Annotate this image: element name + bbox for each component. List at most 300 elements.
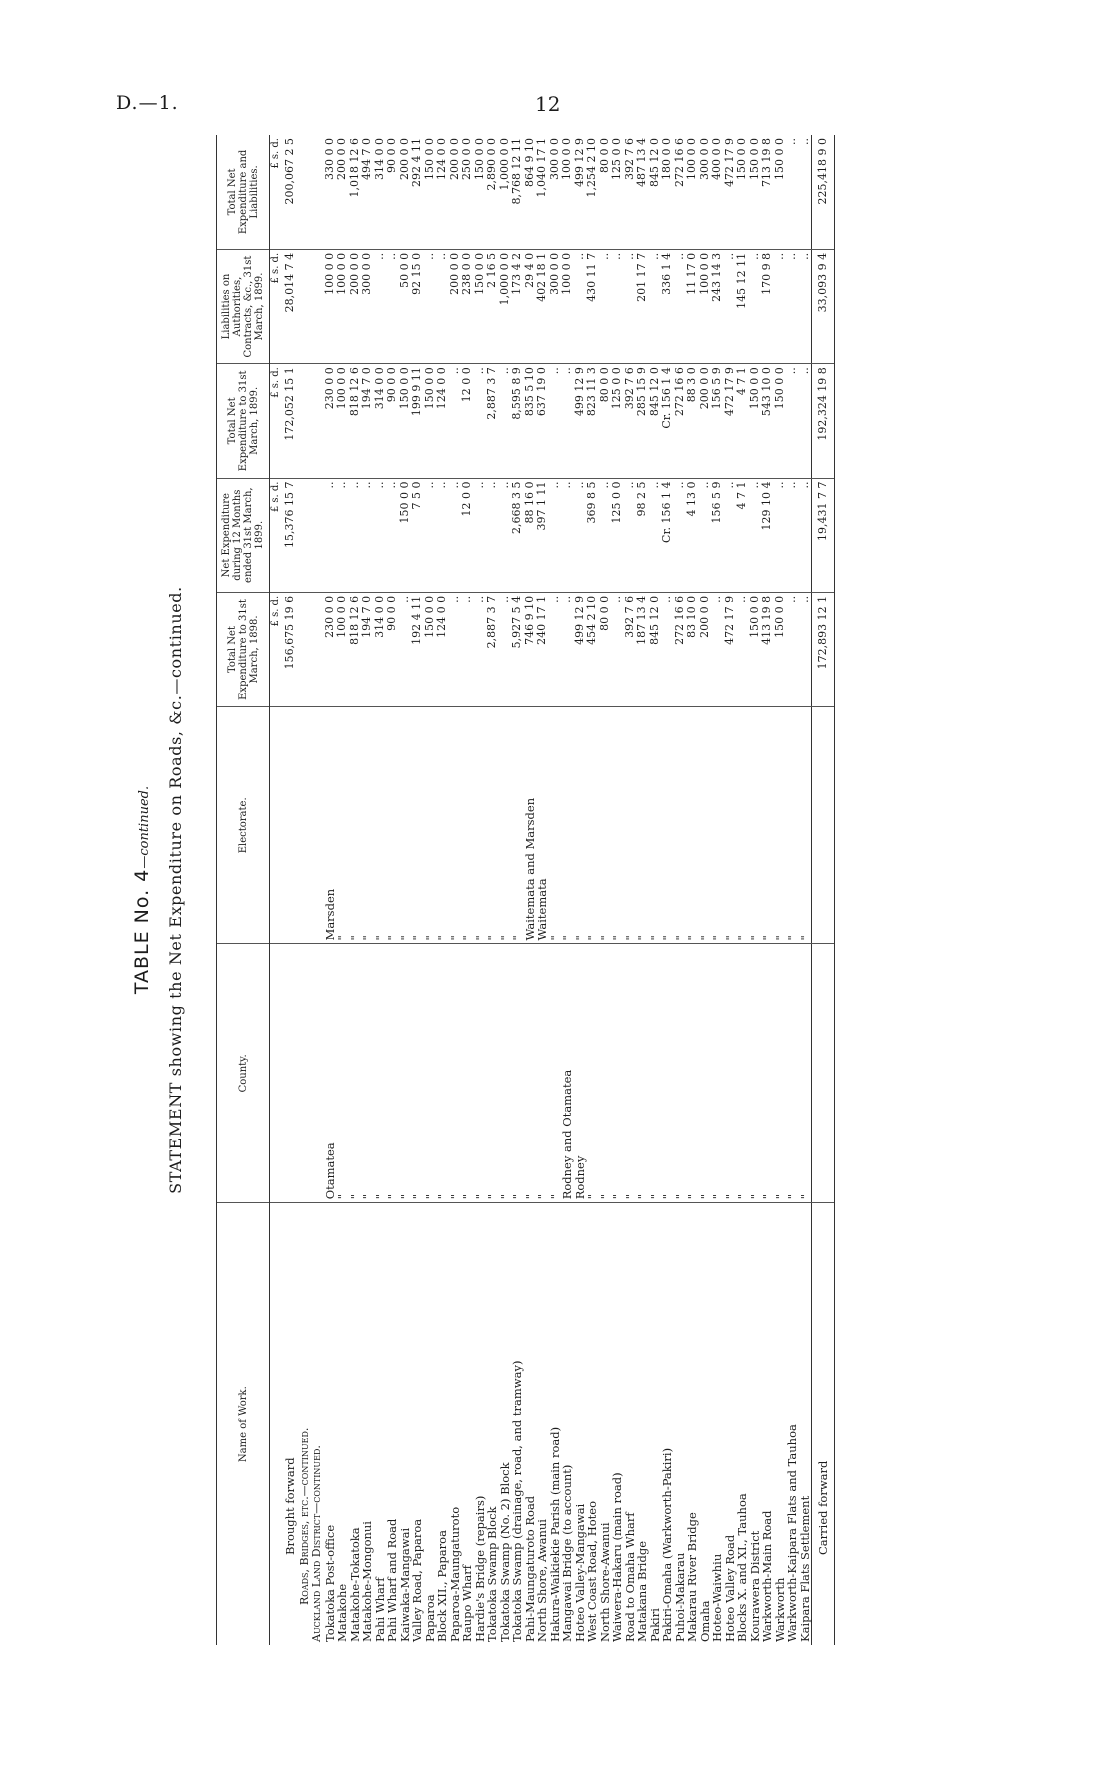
section-heading-row [299, 135, 312, 1645]
carried-forward-value: 225,418 9 0 [812, 135, 835, 249]
amount-cell: 392 7 6 [624, 592, 637, 706]
work-name-cell: Matakana Bridge [635, 1540, 649, 1642]
county-cell: " [761, 944, 774, 1203]
units-blank [270, 944, 283, 1203]
electorate-cell: " [361, 707, 374, 944]
table-row [624, 135, 637, 1645]
amount-cell: .. [561, 364, 574, 478]
county-cell: " [474, 944, 487, 1203]
amount-cell: 90 0 0 [386, 364, 399, 478]
blank-cell [311, 478, 324, 592]
amount-cell: .. [649, 478, 662, 592]
amount-cell: 199 9 11 [411, 364, 424, 478]
county-cell: " [486, 944, 499, 1203]
rotated-table-sheet [130, 135, 950, 1645]
electorate-cell: " [336, 707, 349, 944]
amount-cell: 1,254 2 10 [586, 135, 599, 249]
amount-cell: .. [786, 135, 799, 249]
electorate-cell: " [511, 707, 524, 944]
amount-cell: 845 12 0 [649, 592, 662, 706]
amount-cell: 240 17 1 [536, 592, 549, 706]
county-cell: " [599, 944, 612, 1203]
county-cell: " [624, 944, 637, 1203]
table-row [749, 135, 762, 1645]
county-cell: " [699, 944, 712, 1203]
amount-cell: 200 0 0 [349, 249, 362, 363]
amount-cell: .. [336, 478, 349, 592]
amount-cell: 818 12 6 [349, 364, 362, 478]
blank-cell [812, 707, 835, 944]
amount-cell: 180 0 0 [661, 135, 674, 249]
county-cell: " [686, 944, 699, 1203]
amount-cell: 392 7 6 [624, 364, 637, 478]
work-name-cell: Tokatoka Swamp Block [485, 1506, 499, 1642]
electorate-cell: " [786, 707, 799, 944]
blank-cell [283, 707, 299, 944]
electorate-cell: " [724, 707, 737, 944]
work-name-cell: Kaipara Flats Settlement [797, 1495, 812, 1642]
electorate-cell: " [399, 707, 412, 944]
work-name-cell: Hoteo-Waiwhiu [710, 1553, 724, 1642]
table-title-text: TABLE No. 4 [131, 868, 153, 995]
amount-cell: 125 0 0 [611, 135, 624, 249]
county-cell: " [611, 944, 624, 1203]
units-cell: £ s. d. [270, 478, 283, 592]
blank-cell [299, 944, 312, 1203]
amount-cell: 402 18 1 [536, 249, 549, 363]
county-cell: " [424, 944, 437, 1203]
electorate-cell: " [611, 707, 624, 944]
table-row [324, 135, 337, 1645]
table-row [636, 135, 649, 1645]
amount-cell: .. [361, 478, 374, 592]
county-cell: " [436, 944, 449, 1203]
amount-cell: 80 0 0 [599, 135, 612, 249]
col-header-work: Name of Work. [217, 1203, 270, 1645]
table-row [461, 135, 474, 1645]
amount-cell: 494 7 0 [361, 135, 374, 249]
amount-cell: 413 19 8 [761, 592, 774, 706]
amount-cell: 472 17 9 [724, 364, 737, 478]
amount-cell: .. [786, 592, 799, 706]
amount-cell: 187 13 4 [636, 592, 649, 706]
electorate-cell: " [586, 707, 599, 944]
electorate-cell: " [799, 707, 812, 944]
amount-cell: 88 3 0 [686, 364, 699, 478]
amount-cell: 124 0 0 [436, 135, 449, 249]
county-cell: " [649, 944, 662, 1203]
amount-cell: 746 9 10 [524, 592, 537, 706]
table-row [736, 135, 749, 1645]
amount-cell: 200 0 0 [699, 364, 712, 478]
amount-cell: 80 0 0 [599, 364, 612, 478]
amount-cell: .. [549, 478, 562, 592]
work-name-cell: Warkworth-Main Road [760, 1510, 774, 1642]
amount-cell: 150 0 0 [736, 135, 749, 249]
table-row [349, 135, 362, 1645]
table-row [424, 135, 437, 1645]
county-cell: " [511, 944, 524, 1203]
amount-cell: .. [599, 478, 612, 592]
brought-forward-label: Brought forward [283, 1457, 298, 1555]
county-cell: " [586, 944, 599, 1203]
amount-cell: 150 0 0 [399, 478, 412, 592]
electorate-cell: " [411, 707, 424, 944]
amount-cell: 230 0 0 [324, 592, 337, 706]
amount-cell: 250 0 0 [461, 135, 474, 249]
table-row [786, 135, 799, 1645]
col-header-total-1898: Total Net Expenditure to 31st March, 1898. [217, 592, 270, 706]
work-name-cell: Matakohe-Mongonui [360, 1521, 374, 1642]
amount-cell: 292 4 11 [411, 135, 424, 249]
electorate-cell: " [549, 707, 562, 944]
electorate-cell: " [649, 707, 662, 944]
table-row [374, 135, 387, 1645]
amount-cell: .. [574, 249, 587, 363]
amount-cell: 330 0 0 [324, 135, 337, 249]
table-header-row [217, 135, 270, 1645]
brought-forward-value: 15,376 15 7 [283, 478, 299, 592]
amount-cell: .. [399, 592, 412, 706]
work-name-cell: Paparoa [422, 1594, 437, 1642]
county-cell: " [336, 944, 349, 1203]
table-titles [130, 135, 200, 1645]
amount-cell: 400 0 0 [711, 135, 724, 249]
county-cell: " [524, 944, 537, 1203]
blank-cell [299, 707, 312, 944]
electorate-cell: Marsden [324, 707, 337, 944]
county-cell: " [774, 944, 787, 1203]
amount-cell: 314 0 0 [374, 364, 387, 478]
work-name-cell: Matakohe-Tokatoka [347, 1527, 362, 1642]
county-cell: " [661, 944, 674, 1203]
electorate-cell: " [461, 707, 474, 944]
table-row [449, 135, 462, 1645]
county-cell: " [736, 944, 749, 1203]
amount-cell: Cr. 156 1 4 [661, 364, 674, 478]
brought-forward-value: 28,014 7 4 [283, 249, 299, 363]
units-cell: £ s. d. [270, 249, 283, 363]
blank-cell [311, 364, 324, 478]
col-header-grand-total: Total Net Expenditure and Liabilities. [217, 135, 270, 249]
amount-cell: .. [349, 478, 362, 592]
amount-cell: 1,000 0 0 [499, 135, 512, 249]
work-name-cell: Paparoa-Maungaturoto [447, 1506, 462, 1642]
work-name-cell: Waiwera-Hakaru (main road) [610, 1472, 624, 1642]
table-row [536, 135, 549, 1645]
table-row [561, 135, 574, 1645]
work-name-cell: Hakura-Waikiekie Parish (main road) [547, 1426, 562, 1642]
amount-cell: 29 4 0 [524, 249, 537, 363]
amount-cell: 150 0 0 [474, 249, 487, 363]
amount-cell: .. [724, 249, 737, 363]
county-cell: " [386, 944, 399, 1203]
brought-forward-value: 172,052 15 1 [283, 364, 299, 478]
table-row [761, 135, 774, 1645]
amount-cell: .. [611, 592, 624, 706]
work-name-cell: Warkworth [772, 1577, 787, 1642]
section-heading: Roads, Bridges, etc.—continued. [297, 1427, 311, 1605]
units-blank [270, 707, 283, 944]
amount-cell: 12 0 0 [461, 364, 474, 478]
amount-cell: 845 12 0 [649, 364, 662, 478]
county-cell: Otamatea [324, 944, 337, 1203]
amount-cell: .. [561, 478, 574, 592]
table-row [774, 135, 787, 1645]
work-rows [324, 135, 812, 1645]
amount-cell: 150 0 0 [774, 592, 787, 706]
amount-cell: .. [624, 249, 637, 363]
work-name-cell: Puhoi-Makarau [672, 1552, 687, 1642]
work-name-cell: Makarau River Bridge [685, 1512, 699, 1642]
amount-cell: .. [386, 478, 399, 592]
electorate-cell: " [349, 707, 362, 944]
electorate-cell: Waitemata and Marsden [524, 707, 537, 944]
county-cell: " [674, 944, 687, 1203]
amount-cell: 90 0 0 [386, 135, 399, 249]
amount-cell: 145 12 11 [736, 249, 749, 363]
work-name-cell: Blocks X. and XI., Tauhoa [735, 1493, 749, 1642]
col-header-county: County. [217, 944, 270, 1203]
work-name-cell: Omaha [697, 1600, 712, 1642]
table-row [599, 135, 612, 1645]
blank-cell [311, 707, 324, 944]
amount-cell: .. [461, 592, 474, 706]
amount-cell: 150 0 0 [774, 364, 787, 478]
amount-cell: .. [449, 364, 462, 478]
table-row [361, 135, 374, 1645]
amount-cell: .. [424, 249, 437, 363]
amount-cell: 83 10 0 [686, 592, 699, 706]
carried-forward-value: 172,893 12 1 [812, 592, 835, 706]
amount-cell: 397 1 11 [536, 478, 549, 592]
amount-cell: .. [474, 364, 487, 478]
amount-cell: .. [724, 478, 737, 592]
amount-cell: 4 7 1 [736, 478, 749, 592]
county-cell: " [499, 944, 512, 1203]
table-row [686, 135, 699, 1645]
amount-cell: 637 19 0 [536, 364, 549, 478]
county-cell: " [374, 944, 387, 1203]
work-name-cell: Hardie's Bridge (repairs) [472, 1495, 487, 1642]
amount-cell: 499 12 9 [574, 135, 587, 249]
units-cell: £ s. d. [270, 592, 283, 706]
electorate-cell: " [424, 707, 437, 944]
page-number: 12 [535, 92, 561, 116]
amount-cell: 336 1 4 [661, 249, 674, 363]
work-name-cell: Pakiri-Omaha (Warkworth-Pakiri) [660, 1447, 674, 1642]
blank-cell [299, 364, 312, 478]
col-header-net-1899: Net Expenditure during 12 Months ended 31st March, 1899. [217, 478, 270, 592]
table-subtitle: STATEMENT showing the Net Expenditure on Roads, &c.—continued. [166, 586, 185, 1194]
amount-cell: 98 2 5 [636, 478, 649, 592]
electorate-cell: " [449, 707, 462, 944]
amount-cell: 272 16 6 [674, 135, 687, 249]
amount-cell: 487 13 4 [636, 135, 649, 249]
amount-cell: .. [474, 478, 487, 592]
amount-cell: .. [674, 249, 687, 363]
electorate-cell: " [711, 707, 724, 944]
carried-forward-value: 192,324 19 8 [812, 364, 835, 478]
blank-cell [311, 135, 324, 249]
units-blank [270, 1203, 283, 1645]
amount-cell: 713 19 8 [761, 135, 774, 249]
amount-cell: 150 0 0 [424, 135, 437, 249]
work-name-cell: Tokatoka Post-office [322, 1524, 337, 1642]
amount-cell: 272 16 6 [674, 364, 687, 478]
amount-cell: 125 0 0 [611, 478, 624, 592]
amount-cell: 1,000 0 0 [499, 249, 512, 363]
amount-cell: .. [661, 592, 674, 706]
amount-cell: 5,927 5 4 [511, 592, 524, 706]
blank-cell [299, 592, 312, 706]
amount-cell: 200 0 0 [449, 249, 462, 363]
amount-cell: 150 0 0 [774, 135, 787, 249]
amount-cell: 300 0 0 [549, 249, 562, 363]
expenditure-table [216, 135, 835, 1645]
amount-cell: 100 0 0 [561, 249, 574, 363]
amount-cell: 4 13 0 [686, 478, 699, 592]
work-name-cell: Pahi Wharf and Road [385, 1518, 399, 1642]
county-cell: " [799, 944, 812, 1203]
work-name-cell: Hoteo Valley-Mangawai [572, 1503, 587, 1642]
electorate-cell: " [599, 707, 612, 944]
amount-cell: .. [749, 478, 762, 592]
amount-cell: .. [386, 249, 399, 363]
work-name-cell: Kaiwaka-Mangawai [397, 1527, 412, 1642]
county-cell: " [349, 944, 362, 1203]
electorate-cell: " [486, 707, 499, 944]
amount-cell: .. [449, 592, 462, 706]
county-cell: " [786, 944, 799, 1203]
brought-forward-row [283, 135, 299, 1645]
blank-cell [812, 944, 835, 1203]
county-cell: Rodney [574, 944, 587, 1203]
carried-forward-label: Carried forward [812, 1203, 835, 1645]
electorate-cell: " [736, 707, 749, 944]
amount-cell: .. [649, 249, 662, 363]
table-row [711, 135, 724, 1645]
amount-cell: 300 0 0 [361, 249, 374, 363]
amount-cell: 12 0 0 [461, 478, 474, 592]
amount-cell: .. [574, 478, 587, 592]
amount-cell: 200 0 0 [449, 135, 462, 249]
amount-cell: 150 0 0 [749, 592, 762, 706]
amount-cell: .. [786, 364, 799, 478]
amount-cell: .. [799, 478, 812, 592]
amount-cell: 100 0 0 [561, 135, 574, 249]
county-cell: " [361, 944, 374, 1203]
table-row [549, 135, 562, 1645]
amount-cell: 300 0 0 [699, 135, 712, 249]
section-heading-row [311, 135, 324, 1645]
amount-cell: .. [561, 592, 574, 706]
table-title-continued: —continued. [137, 785, 152, 869]
amount-cell: 100 0 0 [699, 249, 712, 363]
units-cell: £ s. d. [270, 135, 283, 249]
amount-cell: 314 0 0 [374, 135, 387, 249]
amount-cell: .. [324, 478, 337, 592]
amount-cell: 173 4 2 [511, 249, 524, 363]
amount-cell: .. [436, 249, 449, 363]
electorate-cell: " [474, 707, 487, 944]
county-cell: " [411, 944, 424, 1203]
table-row [724, 135, 737, 1645]
amount-cell: 1,040 17 1 [536, 135, 549, 249]
work-name-cell: Tokatoka Swamp (No. 2) Block [497, 1462, 512, 1642]
electorate-cell: " [661, 707, 674, 944]
amount-cell: 272 16 6 [674, 592, 687, 706]
col-header-total-1899: Total Net Expenditure to 31st March, 1899. [217, 364, 270, 478]
electorate-cell: " [761, 707, 774, 944]
amount-cell: 11 17 0 [686, 249, 699, 363]
amount-cell: 300 0 0 [549, 135, 562, 249]
amount-cell: 285 15 9 [636, 364, 649, 478]
work-name-cell: Valley Road, Paparoa [410, 1518, 424, 1642]
amount-cell: 2,890 0 0 [486, 135, 499, 249]
table-row [699, 135, 712, 1645]
amount-cell: 124 0 0 [436, 364, 449, 478]
amount-cell: .. [549, 592, 562, 706]
amount-cell: 88 16 0 [524, 478, 537, 592]
amount-cell: 8,768 12 11 [511, 135, 524, 249]
blank-cell [299, 249, 312, 363]
amount-cell: 1,018 12 6 [349, 135, 362, 249]
amount-cell: 50 0 0 [399, 249, 412, 363]
amount-cell: .. [599, 249, 612, 363]
amount-cell: .. [624, 478, 637, 592]
electorate-cell: " [636, 707, 649, 944]
carried-forward-value: 19,431 7 7 [812, 478, 835, 592]
amount-cell: 2,887 3 7 [486, 592, 499, 706]
county-cell: " [449, 944, 462, 1203]
amount-cell: 200 0 0 [399, 135, 412, 249]
amount-cell: .. [611, 249, 624, 363]
amount-cell: 150 0 0 [424, 592, 437, 706]
blank-cell [311, 944, 324, 1203]
work-name-cell: Pahi-Maungaturoto Road [522, 1495, 537, 1642]
col-header-electorate: Electorate. [217, 707, 270, 944]
amount-cell: 100 0 0 [336, 592, 349, 706]
amount-cell: 80 0 0 [599, 592, 612, 706]
county-cell: " [749, 944, 762, 1203]
amount-cell: .. [499, 364, 512, 478]
amount-cell: 472 17 9 [724, 592, 737, 706]
amount-cell: 4 7 1 [736, 364, 749, 478]
table-row [674, 135, 687, 1645]
amount-cell: .. [786, 249, 799, 363]
county-cell: Rodney and Otamatea [561, 944, 574, 1203]
table-row [649, 135, 662, 1645]
amount-cell: .. [374, 249, 387, 363]
table-body [270, 135, 324, 1645]
amount-cell: 864 9 10 [524, 135, 537, 249]
work-name-cell: Warkworth-Kaipara Flats and Tauhoa [785, 1424, 799, 1642]
table-row [611, 135, 624, 1645]
amount-cell: 92 15 0 [411, 249, 424, 363]
amount-cell: 150 0 0 [399, 364, 412, 478]
electorate-cell: " [674, 707, 687, 944]
table-row [474, 135, 487, 1645]
amount-cell: 238 0 0 [461, 249, 474, 363]
amount-cell: 194 7 0 [361, 364, 374, 478]
amount-cell: 2,668 3 5 [511, 478, 524, 592]
amount-cell: 192 4 11 [411, 592, 424, 706]
work-name-cell: North Shore-Awanui [597, 1522, 612, 1642]
amount-cell: 150 0 0 [424, 364, 437, 478]
amount-cell: 156 5 9 [711, 364, 724, 478]
table-row [486, 135, 499, 1645]
